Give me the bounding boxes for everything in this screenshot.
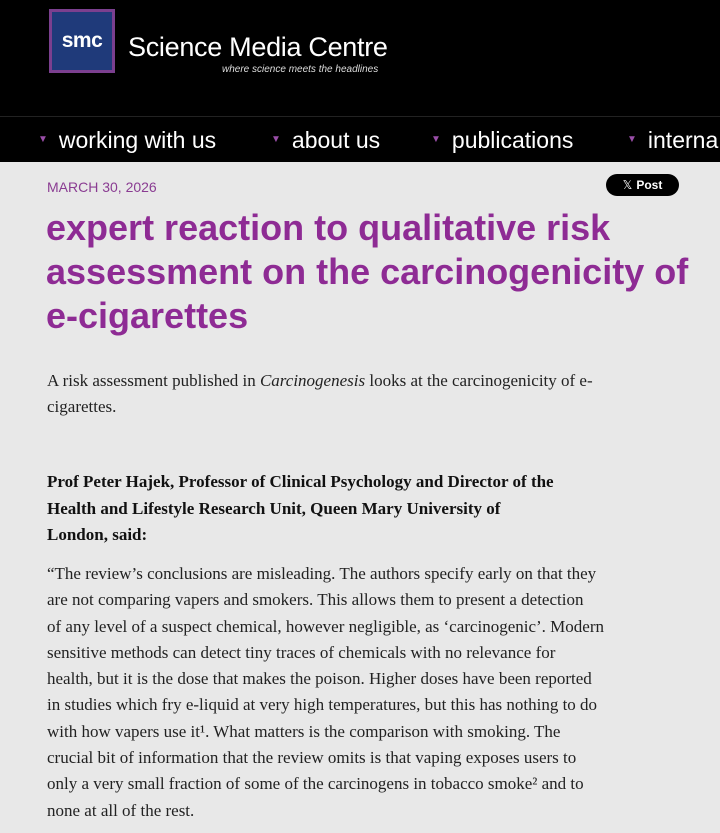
brand-tagline: where science meets the headlines [222,64,379,75]
nav-label: about us [291,126,381,153]
speaker-line: Health and Lifestyle Research Unit, Queen Mary University of [47,498,501,518]
chevron-down-icon: ▼ [431,133,441,145]
quote-line: sensitive methods can detect tiny traces of chemicals with no relevance for [47,642,556,662]
article-title [46,206,716,338]
quote-line: none at all of the rest. [47,800,195,820]
journal-name: Carcinogenesis [259,371,366,390]
article-date: MARCH 30, 2026 [47,179,157,195]
chevron-down-icon: ▼ [627,133,637,145]
nav-label: working with us [58,126,217,153]
lede-text: A risk assessment published in [47,371,260,390]
nav-item-publications[interactable] [431,117,573,162]
nav-item-working-with-us[interactable] [38,117,216,162]
nav-item-about-us[interactable] [271,117,380,162]
quote-line: with how vapers use it¹. What matters is the comparison with smoking. The [47,721,561,741]
quote-line: of any level of a suspect chemical, however negligible, as ‘carcinogenic’. Modern [47,616,604,636]
main-nav [0,116,720,162]
expert-quote [47,561,707,824]
nav-item-international[interactable] [627,117,718,162]
x-logo-icon: 𝕏 [622,178,633,192]
title-line: e-cigarettes [46,295,249,336]
quote-line: health, but it is the dose that makes the poison. Higher doses have been reported [47,669,592,689]
article-lede [47,368,687,420]
quote-line: only a very small fraction of some of the carcinogens in tobacco smoke² and to [47,774,584,794]
quote-line: are not comparing vapers and smokers. This allows them to present a detection [47,590,584,610]
chevron-down-icon: ▼ [38,133,48,145]
quote-line: crucial bit of information that the review omits is that vaping exposes users to [47,748,577,768]
speaker-line: Prof Peter Hajek, Professor of Clinical Psychology and Director of the [47,472,554,491]
smc-logo[interactable] [49,9,115,73]
nav-label: publications [451,126,574,153]
title-line: expert reaction to qualitative risk [46,207,611,248]
lede-text: looks at the carcinogenicity of e- [365,371,593,390]
nav-label: interna [647,126,719,153]
post-label: Post [636,178,663,192]
x-post-button[interactable] [606,174,679,196]
brand-name[interactable]: Science Media Centre [128,32,388,62]
lede-line [47,368,687,394]
chevron-down-icon: ▼ [271,133,281,145]
site-header [0,0,720,116]
logo-text: smc [61,29,103,52]
lede-line: cigarettes. [47,397,117,416]
quote-line: in studies which fry e-liquid at very high temperatures, but this has nothing to do [47,695,598,715]
title-line: assessment on the carcinogenicity of [46,251,689,292]
quote-line: “The review’s conclusions are misleading. The authors specify early on that they [47,564,597,583]
speaker-line: London, said: [47,525,148,544]
expert-attribution [47,469,697,549]
